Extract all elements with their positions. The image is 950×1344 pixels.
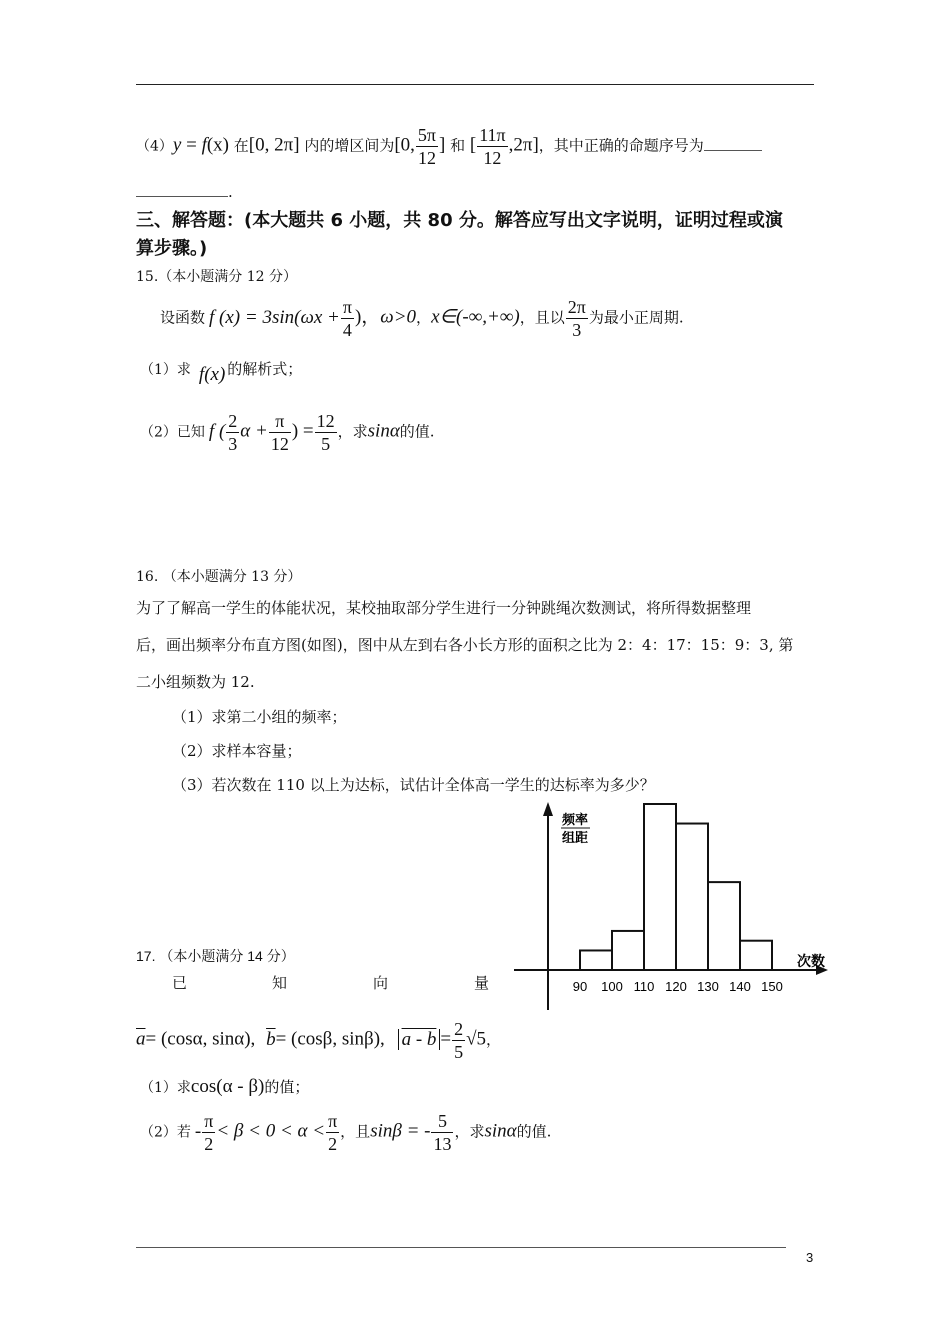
q17-abs-frac bbox=[452, 1018, 465, 1063]
part4-label: （4） bbox=[136, 138, 173, 155]
part4-interval: [0, 2π] bbox=[248, 134, 300, 156]
frequency-histogram bbox=[510, 800, 830, 1020]
q15-sub2-frac-b bbox=[269, 410, 291, 455]
q17-sub2-d3: 13 bbox=[433, 1134, 452, 1154]
q16-sub2: （2）求样本容量； bbox=[172, 742, 302, 760]
part4-y: y bbox=[172, 134, 182, 156]
histogram-bar bbox=[708, 882, 740, 970]
part4-frac2-den: 12 bbox=[483, 148, 502, 168]
page-number: 3 bbox=[806, 1250, 814, 1265]
q17-sub2-end: 的值. bbox=[516, 1122, 552, 1141]
q15-sub2-a-num: 2 bbox=[228, 411, 238, 431]
q15-statement bbox=[160, 296, 684, 341]
q17-sub2-label: （2）若 bbox=[140, 1124, 191, 1141]
q17-sub2-frac2 bbox=[326, 1110, 339, 1155]
answer-blank-1 bbox=[704, 150, 762, 151]
histogram-tick-label: 130 bbox=[697, 979, 719, 994]
histogram-tick-label: 90 bbox=[572, 979, 588, 994]
q17-sub2 bbox=[140, 1110, 551, 1155]
q15-pi-frac bbox=[341, 296, 354, 341]
section3-title-line1: 三、解答题：(本大题共 6 小题，共 80 分。解答应写出文字说明，证明过程或演 bbox=[136, 210, 783, 231]
part4-f: f bbox=[201, 134, 207, 156]
part4-line2 bbox=[136, 183, 233, 201]
q15-sub2-sin: sinα bbox=[367, 420, 400, 442]
q15-pi-den: 4 bbox=[342, 320, 352, 340]
histogram-tick-label: 120 bbox=[665, 979, 687, 994]
q17-sub1-expr: cos(α - β) bbox=[190, 1076, 265, 1097]
part4-frac2-num: 11π bbox=[479, 125, 506, 145]
histogram-tick-label: 150 bbox=[761, 979, 783, 994]
part4-line bbox=[136, 124, 762, 169]
part4-bracket-open2: [ bbox=[469, 134, 477, 156]
part4-and: 和 bbox=[445, 136, 470, 155]
q15-sub2-b-num: π bbox=[269, 410, 291, 433]
q15-sub2-eq: ) = bbox=[291, 420, 314, 442]
histogram-bar bbox=[740, 941, 772, 970]
q17-vectors bbox=[136, 1018, 501, 1063]
q17-vec-a: $\overline{a}$ bbox=[136, 1028, 146, 1050]
part4-text2: 内的增区间为 bbox=[299, 136, 395, 155]
q17-abs-den: 5 bbox=[454, 1042, 464, 1062]
histogram-bar bbox=[580, 950, 612, 970]
q16-para2: 后，画出频率分布直方图(如图)，图中从左到右各小长方形的面积之比为 2：4：17：15：9：3, 第 bbox=[136, 636, 794, 654]
q17-abs-root: √5 bbox=[466, 1028, 487, 1050]
q17-sub1-end: 的值； bbox=[264, 1078, 310, 1096]
q15-sub2-label: （2）已知 bbox=[140, 424, 205, 441]
histogram-ylabel-bottom: 组距 bbox=[562, 830, 589, 845]
histogram-tick-label: 110 bbox=[633, 979, 655, 994]
q15-intro: 设函数 bbox=[160, 308, 206, 327]
q15-domain: x∈(-∞,+∞) bbox=[431, 306, 520, 328]
q15-sub1-f: f(x) bbox=[198, 364, 226, 385]
q17-sub2-mid: < β < 0 < α < bbox=[216, 1120, 326, 1142]
q17-abs-eq: = bbox=[440, 1028, 452, 1050]
q17-sub2-frac1 bbox=[202, 1110, 215, 1155]
part4-eq: = bbox=[181, 134, 202, 156]
q15-sub2-frac-a bbox=[226, 410, 239, 455]
q17-spread-3: 向 bbox=[373, 974, 389, 992]
q15-sub1 bbox=[140, 358, 303, 385]
q17-vec-b: $\overline{b}$ bbox=[266, 1028, 276, 1050]
part4-x: (x) bbox=[206, 134, 230, 156]
q15-sub2-c-den: 5 bbox=[321, 434, 331, 454]
q17-header: 17. （本小题满分 14 分） bbox=[136, 948, 295, 964]
q15-text1: ，且以 bbox=[519, 308, 565, 327]
answer-blank-2 bbox=[136, 196, 228, 197]
q15-omega: ω>0 bbox=[380, 306, 417, 328]
q15-sub2-c-num: 12 bbox=[316, 411, 335, 431]
q17-spread-4: 量 bbox=[474, 974, 490, 992]
q17-sub2-d2: 2 bbox=[328, 1134, 338, 1154]
part4-frac2 bbox=[477, 124, 507, 169]
part4-bracket-close: ] bbox=[439, 134, 446, 156]
q15-comma: ， bbox=[416, 308, 432, 327]
q15-period-num: 2π bbox=[567, 297, 586, 317]
part4-bracket-open: [0, bbox=[394, 134, 415, 156]
q15-text2: 为最小正周期. bbox=[588, 308, 684, 327]
part4-end: . bbox=[228, 183, 233, 201]
q16-para3: 二小组频数为 12. bbox=[136, 673, 255, 691]
q16-sub1: （1）求第二小组的频率； bbox=[172, 708, 347, 726]
q17-abs-expr: a - b bbox=[398, 1029, 441, 1050]
part4-bracket-close2: ,2π] bbox=[508, 134, 539, 156]
part4-frac1-den: 12 bbox=[417, 148, 436, 168]
q16-header: 16. （本小题满分 13 分） bbox=[136, 569, 302, 585]
histogram-tick-label: 140 bbox=[729, 979, 751, 994]
q15-sub2-text: ，求 bbox=[337, 422, 368, 441]
q17-sub2-t1: ，且 bbox=[340, 1122, 371, 1141]
q15-period-frac bbox=[566, 296, 588, 341]
q15-sub2-b-den: 12 bbox=[270, 434, 289, 454]
q17-sub1-label: （1）求 bbox=[140, 1080, 191, 1096]
q17-spread-2: 知 bbox=[272, 974, 288, 992]
q17-vec-a-val: = (cosα, sinα), bbox=[145, 1028, 256, 1050]
q17-sub2-sinb: sinβ = - bbox=[370, 1120, 431, 1142]
histogram-ylabel-top: 频率 bbox=[562, 812, 589, 827]
q15-sub2-frac-c bbox=[315, 410, 337, 455]
q15-sub1-label: （1）求 bbox=[140, 362, 191, 378]
q15-sub2-a-den: 3 bbox=[228, 434, 238, 454]
section3-title-line2: 算步骤。) bbox=[136, 238, 208, 259]
y-axis-arrow-icon bbox=[543, 802, 553, 816]
histogram-bar bbox=[644, 804, 676, 970]
part4-frac1 bbox=[416, 124, 438, 169]
q17-abs-num: 2 bbox=[454, 1019, 464, 1039]
q17-sub2-d1: 2 bbox=[204, 1134, 214, 1154]
part4-frac1-num: 5π bbox=[417, 125, 436, 145]
q15-pi-num: π bbox=[342, 297, 352, 317]
histogram-tick-labels bbox=[573, 979, 783, 994]
q15-fx: f (x) = 3sin(ωx + bbox=[209, 306, 340, 328]
q17-sub1 bbox=[140, 1076, 309, 1098]
footer-rule bbox=[136, 1247, 786, 1248]
q17-sub2-frac3 bbox=[431, 1110, 453, 1155]
histogram-bars bbox=[580, 804, 772, 970]
q15-sub2 bbox=[140, 410, 435, 455]
q17-sub2-n3: 5 bbox=[431, 1110, 453, 1133]
q17-abs-end: ， bbox=[486, 1030, 502, 1049]
part4-text1: 在 bbox=[229, 136, 249, 155]
q17-sub2-n1: π bbox=[204, 1111, 214, 1131]
q15-sub2-end: 的值. bbox=[399, 422, 435, 441]
q17-sub2-t2: ，求 bbox=[454, 1122, 485, 1141]
histogram-bar bbox=[676, 824, 708, 970]
q16-para1: 为了了解高一学生的体能状况，某校抽取部分学生进行一分钟跳绳次数测试，将所得数据整理 bbox=[136, 599, 752, 617]
q16-sub3: （3）若次数在 110 以上为达标，试估计全体高一学生的达标率为多少？ bbox=[172, 776, 655, 794]
q15-header: 15.（本小题满分 12 分） bbox=[136, 269, 297, 285]
q15-sub2-alpha: α + bbox=[240, 420, 268, 442]
q17-sub2-sina: sinα bbox=[484, 1120, 517, 1142]
q17-spread-1: 已 bbox=[172, 974, 188, 992]
header-rule bbox=[136, 84, 814, 85]
q15-sub1-text: 的解析式； bbox=[227, 360, 303, 378]
q15-period-den: 3 bbox=[572, 320, 582, 340]
histogram-bar bbox=[612, 931, 644, 970]
part4-text3: ，其中正确的命题序号为 bbox=[538, 136, 704, 155]
q15-close: )， bbox=[354, 306, 381, 328]
histogram-xlabel: 次数 bbox=[797, 953, 825, 969]
q17-sub2-neg: - bbox=[194, 1120, 202, 1142]
q17-sub2-n2: π bbox=[328, 1111, 338, 1131]
q15-sub2-f: f ( bbox=[208, 420, 226, 442]
q17-vec-b-val: = (cosβ, sinβ), bbox=[275, 1028, 385, 1050]
histogram-tick-label: 100 bbox=[601, 979, 623, 994]
